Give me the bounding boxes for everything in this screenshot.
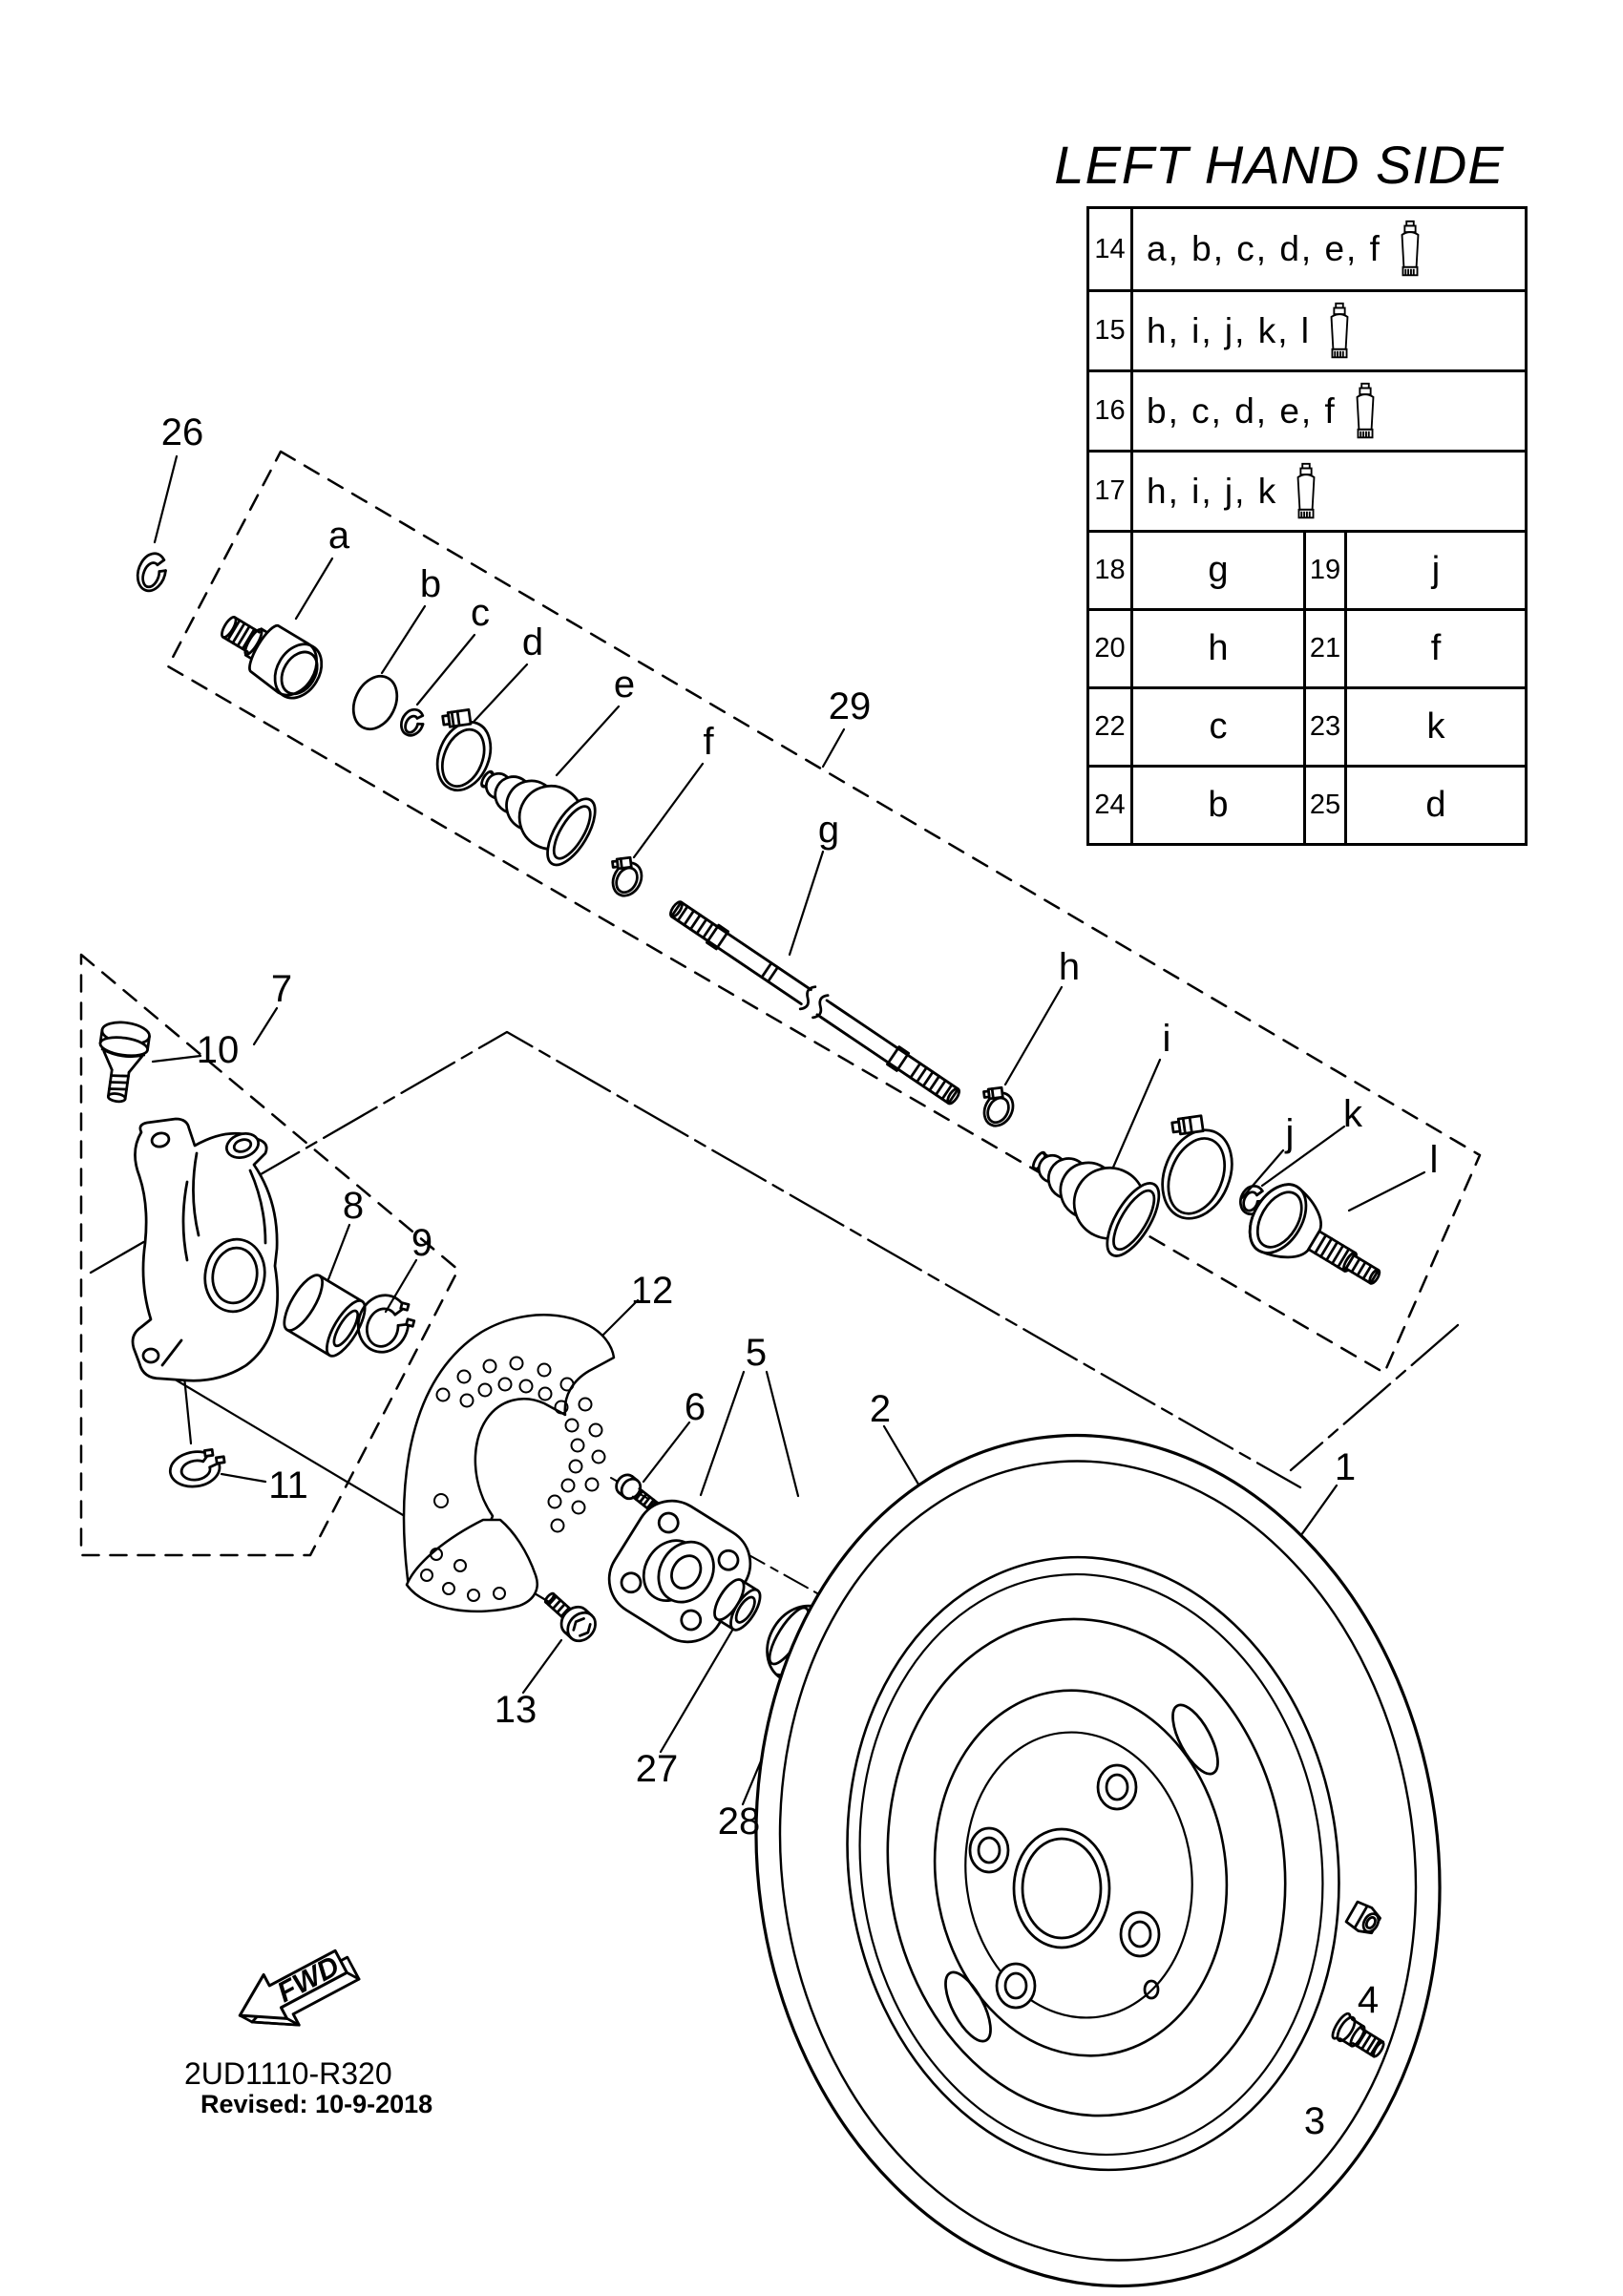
fwd-arrow-label: FWD: [272, 1949, 345, 2010]
callout-1: 1: [1334, 1446, 1357, 1488]
callout-29: 29: [828, 685, 872, 727]
snap-ring-11-part: [168, 1448, 227, 1490]
cv-joint-l-part: [1238, 1174, 1397, 1310]
callout-f: f: [703, 721, 714, 763]
legend-letter: k: [1426, 706, 1445, 747]
steering-knuckle-7-part: [133, 1119, 278, 1380]
clamp-h-part: [971, 1081, 1021, 1131]
legend-row-17: [1089, 450, 1525, 530]
wheel-tire-1-2-part: [702, 1391, 1493, 2296]
legend-num: 15: [1089, 292, 1133, 369]
legend-letters: h, i, j, k: [1147, 471, 1278, 511]
boot-i-part: [1014, 1126, 1170, 1264]
callout-g: g: [817, 809, 840, 851]
grease-tube-icon: [1291, 462, 1321, 521]
callout-8: 8: [342, 1185, 365, 1227]
legend-letter: j: [1431, 550, 1441, 590]
callout-d: d: [521, 621, 544, 664]
callout-27: 27: [635, 1748, 679, 1790]
legend-num: 17: [1089, 453, 1133, 530]
legend-letters: a, b, c, d, e, f: [1147, 229, 1381, 268]
callout-10: 10: [196, 1029, 240, 1071]
legend-letter: h: [1208, 628, 1229, 668]
callout-9: 9: [411, 1222, 433, 1264]
legend-row-18-19: [1089, 530, 1525, 608]
footer-text: [184, 2056, 432, 2118]
legend-row-16: [1089, 369, 1525, 450]
snap-ring-26-part: [133, 550, 170, 595]
callout-13: 13: [494, 1689, 537, 1731]
legend-letter: c: [1209, 706, 1228, 747]
bearing-8-part: [277, 1270, 371, 1361]
legend-num: 25: [1303, 768, 1347, 843]
bolt-13-part: [537, 1585, 601, 1646]
legend-letter: f: [1430, 628, 1442, 668]
callout-h: h: [1058, 946, 1081, 988]
callout-l: l: [1429, 1139, 1439, 1181]
legend-num: 14: [1089, 209, 1133, 289]
legend-row-14: [1089, 209, 1525, 289]
disc-guard-12-part: [404, 1315, 614, 1611]
legend-num: 18: [1089, 533, 1133, 608]
callout-4: 4: [1357, 1979, 1380, 2021]
callout-28: 28: [717, 1801, 761, 1843]
callout-j: j: [1285, 1112, 1295, 1154]
callout-12: 12: [630, 1270, 674, 1312]
legend-letter: d: [1425, 785, 1446, 825]
axle-shaft-g-part: [665, 896, 963, 1109]
legend-num: 21: [1303, 611, 1347, 686]
callout-7: 7: [270, 968, 293, 1010]
callout-6: 6: [684, 1386, 706, 1428]
legend-letter: b: [1208, 785, 1229, 825]
callout-3: 3: [1303, 2100, 1326, 2142]
ball-joint-10-part: [93, 1020, 151, 1105]
legend-num: 22: [1089, 689, 1133, 765]
legend-row-15: [1089, 289, 1525, 369]
callout-k: k: [1343, 1093, 1362, 1135]
callout-b: b: [419, 563, 442, 605]
ring-b-part: [345, 669, 405, 737]
cv-joint-a-part: [209, 602, 330, 706]
drawing-number: 2UD1110-R320: [184, 2056, 392, 2091]
legend-letters-cell: [1133, 209, 1525, 289]
grease-tube-icon: [1350, 382, 1381, 441]
callout-a: a: [327, 515, 350, 557]
legend-num: 20: [1089, 611, 1133, 686]
legend-letters-cell: [1133, 453, 1525, 530]
callout-11: 11: [268, 1464, 308, 1506]
grease-tube-icon: [1395, 220, 1425, 279]
legend-num: 24: [1089, 768, 1133, 843]
legend-table: [1086, 206, 1528, 846]
clamp-f-part: [600, 851, 649, 901]
legend-row-20-21: [1089, 608, 1525, 686]
legend-num: 19: [1303, 533, 1347, 608]
callout-e: e: [613, 664, 636, 706]
grease-tube-icon: [1324, 302, 1355, 361]
page-title: LEFT HAND SIDE: [1054, 135, 1505, 195]
legend-letters: h, i, j, k, l: [1147, 310, 1311, 350]
legend-row-22-23: [1089, 686, 1525, 765]
revised-date: Revised: 10-9-2018: [200, 2090, 433, 2118]
legend-letters-cell: [1133, 372, 1525, 450]
fwd-arrow: [228, 1936, 365, 2048]
legend-letter: g: [1208, 550, 1229, 590]
legend-letters: b, c, d, e, f: [1147, 390, 1337, 431]
callout-c: c: [471, 592, 490, 634]
legend-letters-cell: [1133, 292, 1525, 369]
snap-ring-c-part: [397, 706, 428, 739]
legend-num: 23: [1303, 689, 1347, 765]
callout-i: i: [1162, 1018, 1171, 1060]
callout-5: 5: [745, 1332, 768, 1374]
wheel-group-phantom-line: [91, 1032, 1458, 1487]
legend-num: 16: [1089, 372, 1133, 450]
legend-row-24-25: [1089, 765, 1525, 843]
callout-2: 2: [869, 1388, 892, 1430]
callout-26: 26: [160, 411, 204, 453]
